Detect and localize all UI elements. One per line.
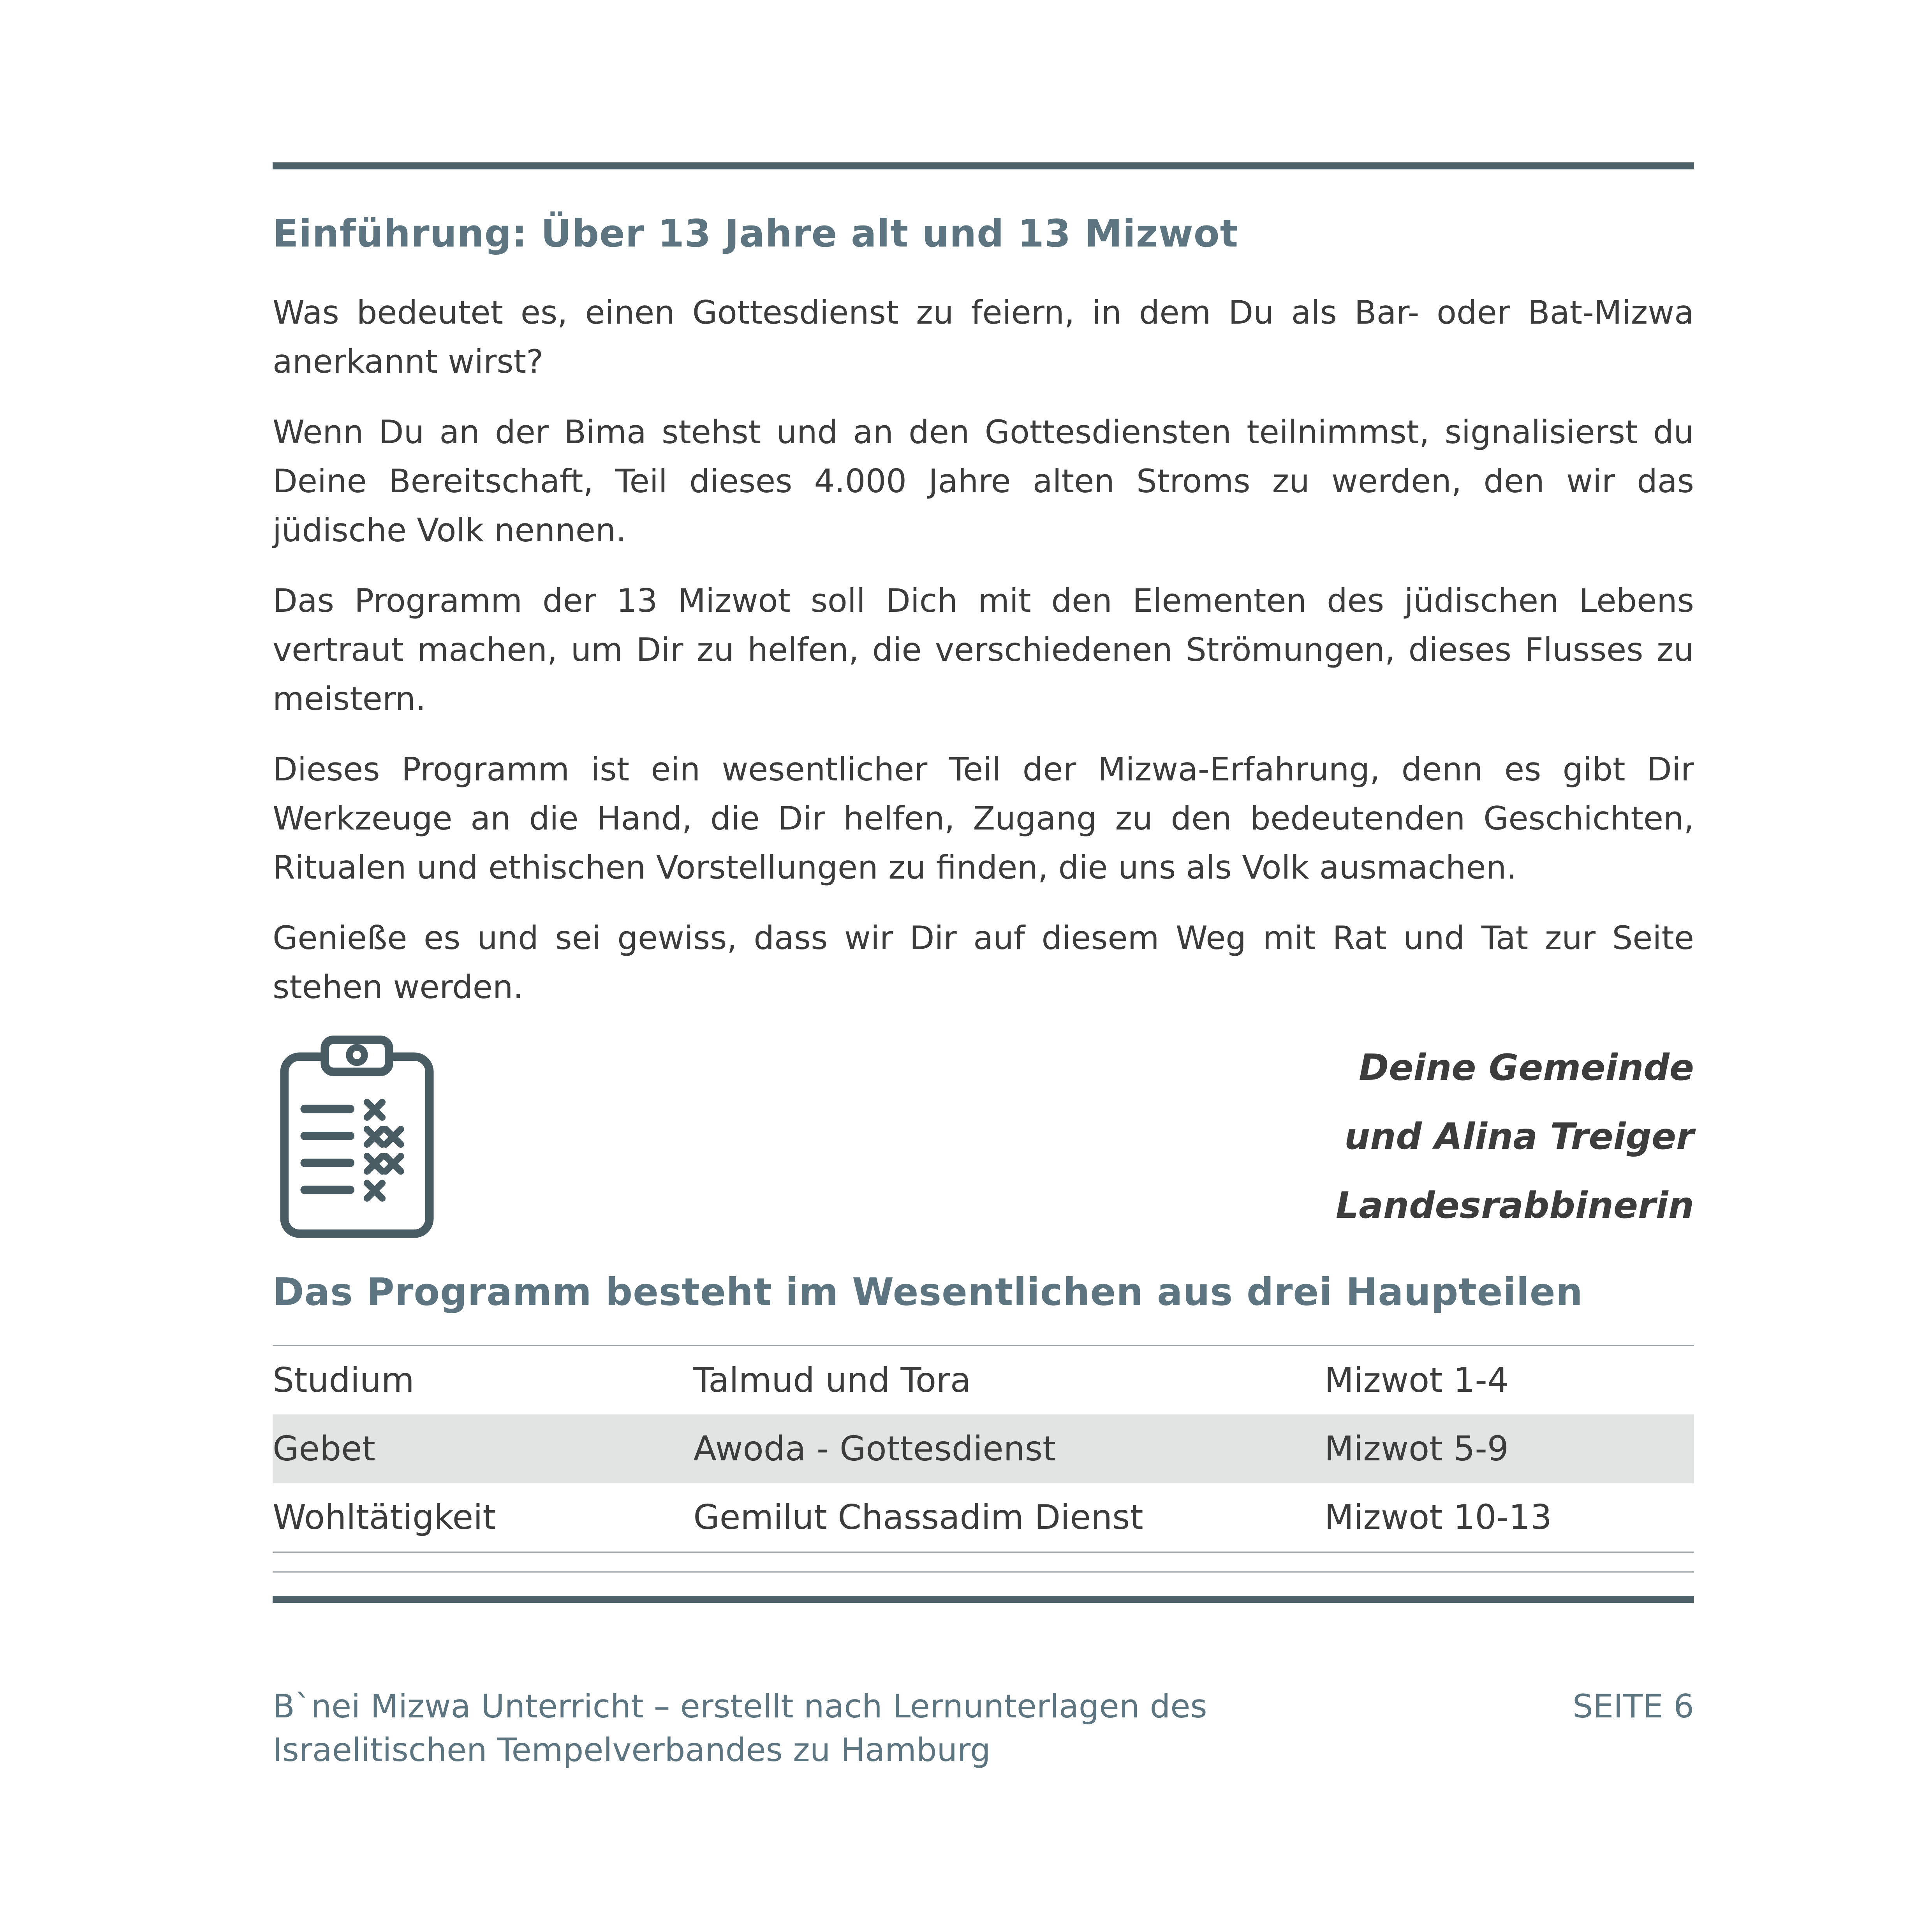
signature-line: Landesrabbinerin [1335, 1184, 1694, 1226]
footer-credit-line: B`nei Mizwa Unterricht – erstellt nach Lernunterlagen des [273, 1687, 1207, 1725]
paragraph: Genieße es und sei gewiss, dass wir Dir auf diesem Weg mit Rat und Tat zur Seite stehen werden. [273, 919, 1694, 1006]
bottom-divider [273, 1596, 1694, 1603]
table-cell: Studium [273, 1360, 414, 1400]
program-table [273, 1345, 1694, 1553]
footer-credit [273, 1685, 1207, 1772]
paragraph: Was bedeutet es, einen Gottesdienst zu feiern, in dem Du als Bar- oder Bat-Mizwa anerkannt wirst? [273, 294, 1694, 380]
icon-signature-row [273, 1033, 1694, 1245]
section-title: Das Programm besteht im Wesentlichen aus drei Haupteilen [273, 1270, 1583, 1314]
signature-line: und Alina Treiger [1344, 1115, 1694, 1157]
page-footer [273, 1685, 1694, 1772]
table-cell: Awoda - Gottesdienst [693, 1429, 1056, 1469]
table-cell: Gemilut Chassadim Dienst [693, 1483, 1324, 1552]
paragraph: Wenn Du an der Bima stehst und an den Gottesdiensten teilnimmst, signalisierst du Deine Bereitschaft, Teil dieses 4.000 Jahre alten Stroms zu werden, den wir das jüdische Volk nennen. [273, 413, 1694, 549]
intro-text [273, 288, 1694, 1012]
footer-page-number: SEITE 6 [1573, 1687, 1694, 1725]
table-row [273, 1483, 1694, 1552]
clipboard-checklist-icon [273, 1033, 441, 1245]
signature-line: Deine Gemeinde [1359, 1046, 1694, 1088]
table-row [273, 1414, 1694, 1483]
table-row [273, 1346, 1694, 1414]
table-cell: Mizwot 10-13 [1324, 1483, 1694, 1552]
table-bottom-line [273, 1553, 1694, 1573]
signature-block [1336, 1033, 1694, 1240]
page-title: Einführung: Über 13 Jahre alt und 13 Mizwot [273, 211, 1238, 255]
table-cell: Mizwot 1-4 [1324, 1360, 1509, 1400]
paragraph: Das Programm der 13 Mizwot soll Dich mit den Elementen des jüdischen Lebens vertraut machen, um Dir zu helfen, die verschiedenen Strömungen, dieses Flusses zu meistern. [273, 582, 1694, 718]
page-content [273, 0, 1694, 1772]
table-cell: Wohltätigkeit [273, 1483, 693, 1552]
table-cell: Mizwot 5-9 [1324, 1429, 1509, 1469]
footer-credit-line: Israelitischen Tempelverbandes zu Hamburg [273, 1731, 991, 1769]
top-divider [273, 162, 1694, 169]
paragraph: Dieses Programm ist ein wesentlicher Teil der Mizwa-Erfahrung, denn es gibt Dir Werkzeuge an die Hand, die Dir helfen, Zugang zu den bedeutenden Geschichten, Ritualen und ethischen Vorstellungen zu finden, die uns als Volk ausmachen. [273, 750, 1694, 886]
table-cell: Talmud und Tora [693, 1360, 971, 1400]
table-cell: Gebet [273, 1429, 375, 1469]
